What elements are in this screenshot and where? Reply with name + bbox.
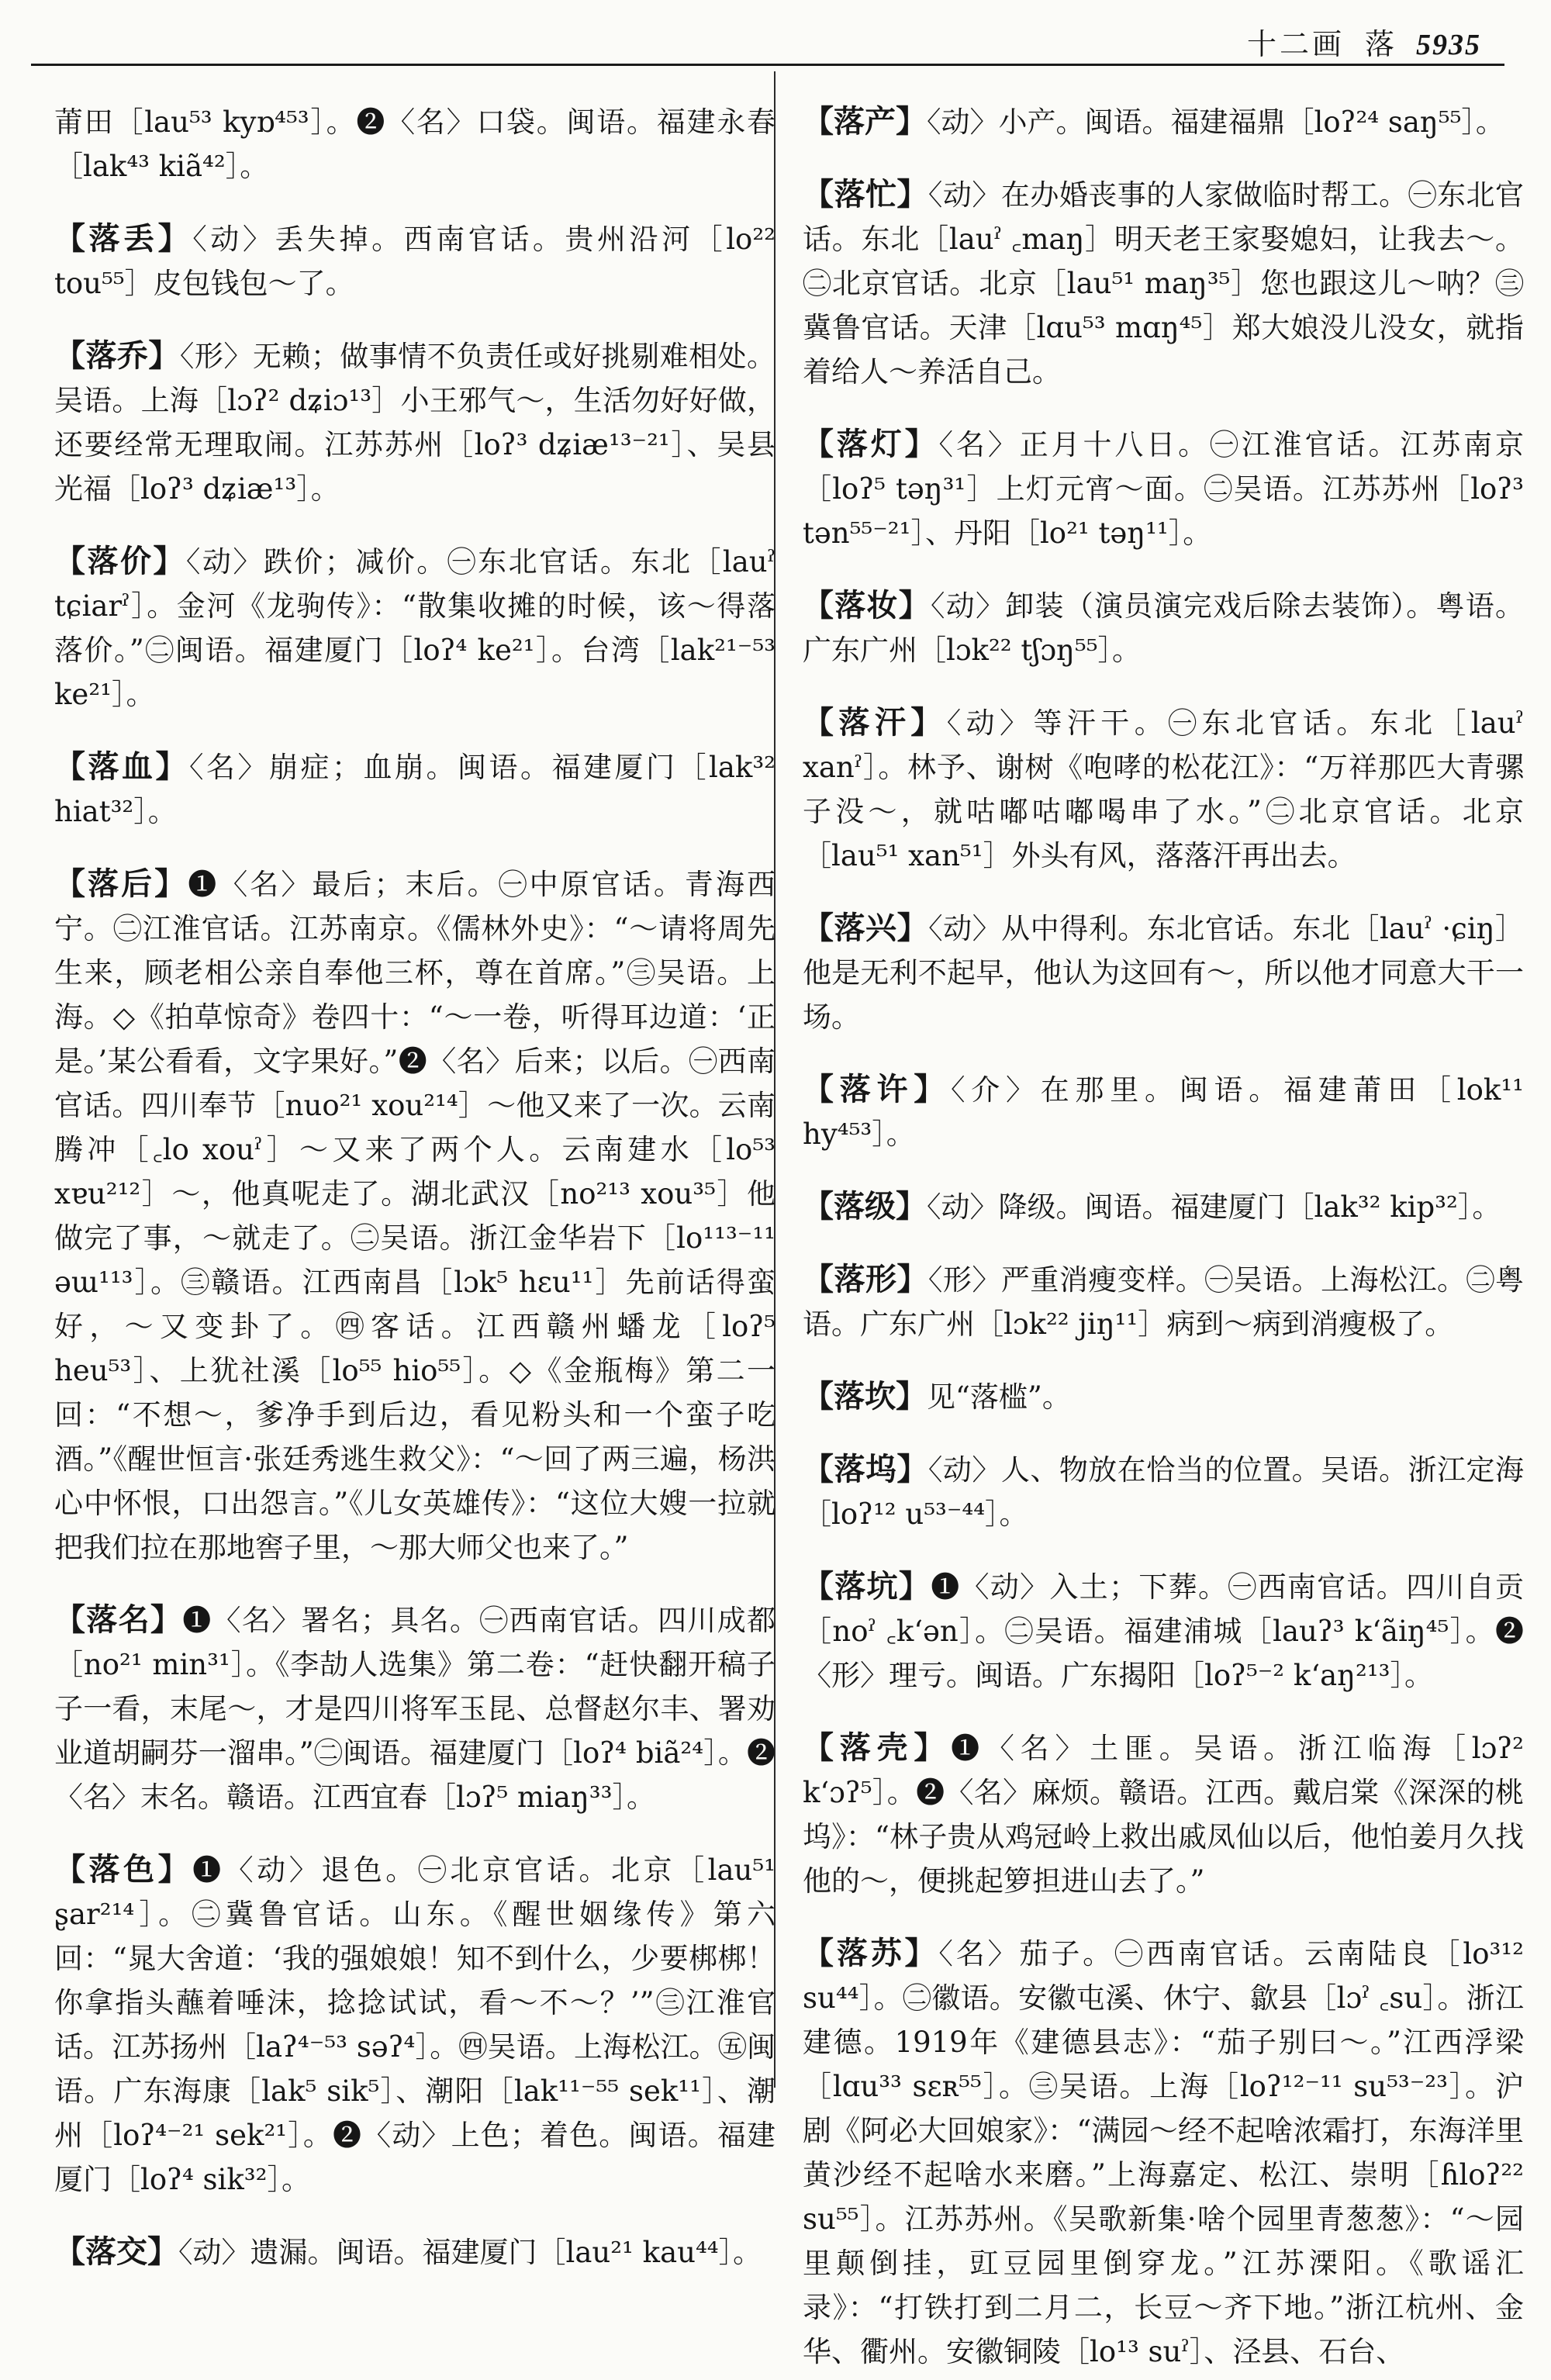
entry-text: ❶〈名〉署名；具名。㊀西南官话。四川成都［no²¹ min³¹］。《李劼人选集》第二卷：“赶快翻开稿子子一看，末尾～，才是四川将军玉昆、总督赵尔丰、署劝业道胡嗣芬一溜串。”㊁闽语。福建厦门［loʔ⁴ biã²⁴］。❷〈名〉末名。赣语。江西宜春［lɔʔ⁵ miaŋ³³］。 [54,1604,776,1814]
dictionary-entry [803,584,1524,672]
dictionary-entry [54,540,776,717]
entry-text: 〈名〉正月十八日。㊀江淮官话。江苏南京［loʔ⁵ təŋ³¹］上灯元宵～面。㊁吴语。江苏苏州［loʔ³ tən⁵⁵⁻²¹］、丹阳［lo²¹ təŋ¹¹］。 [803,428,1525,550]
entry-text: 〈名〉崩症；血崩。闽语。福建厦门［lak³² hiat³²］。 [54,751,776,828]
entry-headword: 【落苏】 [803,1936,939,1971]
entry-text: 〈动〉降级。闽语。福建厦门［lak³² kip³²］。 [927,1190,1501,1224]
header-rule [31,64,1504,66]
entry-headword: 【落汗】 [803,705,947,741]
header-character: 落 [1364,27,1397,61]
entry-headword: 【落交】 [54,2234,178,2270]
entry-text: 〈动〉等汗干。㊀东北官话。东北［lauˀ xanˀ］。林予、谢树《咆哮的松花江》：“万祥那匹大青骡子没～，就咕嘟咕嘟喝串了水。”㊁北京官话。北京［lau⁵¹ xan⁵¹］外头有风，落落汗再出去。 [803,706,1525,872]
entry-headword: 【落产】 [803,104,927,140]
entry-headword: 【落壳】 [803,1730,952,1766]
dictionary-entry [803,1726,1524,1903]
entry-headword: 【落坞】 [803,1452,928,1487]
dictionary-entry [803,1932,1524,2374]
entry-text: 〈动〉人、物放在恰当的位置。吴语。浙江定海［loʔ¹² u⁵³⁻⁴⁴］。 [803,1453,1525,1531]
entry-headword: 【落血】 [54,749,190,785]
dictionary-entry [803,1258,1524,1346]
dictionary-entry [54,100,776,188]
entry-text: ❶〈名〉最后；末后。㊀中原官话。青海西宁。㊁江淮官话。江苏南京。《儒林外史》：“～请将周先生来，顾老相公亲自奉他三杯，尊在首席。”㊂吴语。上海。◇《拍草惊奇》卷四十：“～一卷，听得耳边道：‘正是。’某公看看，文字果好。”❷〈名〉后来；以后。㊀西南官话。四川奉节［nuo²¹ xou²¹⁴］～他又来了一次。云南腾冲［꜀lo xouˀ］～又来了两个人。云南建水［lo⁵³ xɐu²¹²］～，他真呢走了。湖北武汉［no²¹³ xou³⁵］他做完了事，～就走了。㊁吴语。浙江金华岩下［lo¹¹³⁻¹¹ əɯ¹¹³］。㊂赣语。江西南昌［lɔk⁵ hɛu¹¹］先前话得蛮好，～又变卦了。㊃客话。江西赣州蟠龙［loʔ⁵ heu⁵³］、上犹社溪［lo⁵⁵ hio⁵⁵］。◇《金瓶梅》第二一回：“不想～，爹净手到后边，看见粉头和一个蛮子吃酒。”《醒世恒言·张廷秀逃生救父》：“～回了两三遍，杨洪心中怀恨，口出怨言。”《儿女英雄传》：“这位大嫂一拉就把我们拉在那地窖子里，～那大师父也来了。” [54,868,776,1564]
dictionary-entry [803,173,1524,394]
dictionary-entry [54,334,776,511]
entry-text: 〈动〉跌价；减价。㊀东北官话。东北［lauˀ tɕiarˀ］。金河《龙驹传》：“散集收摊的时候，该～得落落价。”㊁闽语。福建厦门［loʔ⁴ ke²¹］。台湾［lak²¹⁻⁵³ ke²¹］。 [54,545,776,711]
entry-headword: 【落坎】 [803,1379,927,1415]
section-label: 十二画 [1246,27,1345,61]
page-number: 5935 [1416,29,1481,61]
page-header [1247,20,1481,63]
dictionary-entry [803,907,1524,1039]
entry-headword: 【落后】 [54,866,188,902]
entry-headword: 【落坑】 [803,1569,931,1605]
dictionary-entry [54,862,776,1570]
dictionary-entry [54,1848,776,2202]
entry-headword: 【落许】 [803,1072,952,1107]
entry-headword: 【落妆】 [803,588,931,623]
dictionary-entry [54,217,776,306]
entry-headword: 【落兴】 [803,910,929,946]
entry-headword: 【落色】 [54,1852,193,1888]
dictionary-entry [803,1185,1524,1229]
dictionary-entry [54,745,776,834]
right-column [803,71,1524,2380]
entry-headword: 【落级】 [803,1189,927,1225]
dictionary-entry [803,1068,1524,1156]
entry-text: 〈形〉严重消瘦变样。㊀吴语。上海松江。㊁粤语。广东广州［lɔk²² jiŋ¹¹］病到～病到消瘦极了。 [803,1263,1525,1341]
left-column [54,71,776,2281]
entry-text: 〈名〉茄子。㊀西南官话。云南陆良［lo³¹² su⁴⁴］。㊁徽语。安徽屯溪、休宁、歙县［lɔˀ ꜀su］。浙江建德。1919年《建德县志》：“茄子别曰～。”江西浮梁［lɑu³³ sɛʀ⁵⁵］。㊂吴语。上海［loʔ¹²⁻¹¹ su⁵³⁻²³］。沪剧《阿必大回娘家》：“满园～经不起啥浓霜打，东海洋里黄沙经不起啥水来磨。”上海嘉定、松江、崇明［ɦloʔ²² su⁵⁵］。江苏苏州。《吴歌新集·啥个园里青葱葱》：“～园里颠倒挂，豇豆园里倒穿龙。”江苏溧阳。《歌谣汇录》：“打铁打到二月二，长豆～齐下地。”浙江杭州、金华、衢州。安徽铜陵［lo¹³ suˀ］、泾县、石台、 [803,1937,1525,2368]
dictionary-entry [54,2230,776,2275]
entry-headword: 【落丢】 [54,221,193,257]
entry-text: 〈动〉丢失掉。西南官话。贵州沿河［lo²² tou⁵⁵］皮包钱包～了。 [54,223,776,300]
dictionary-entry [803,1375,1524,1419]
entry-text: 〈动〉卸装（演员演完戏后除去装饰）。粤语。广东广州［lɔk²² tʃɔŋ⁵⁵］。 [803,589,1524,667]
entry-text: 〈动〉遗漏。闽语。福建厦门［lau²¹ kau⁴⁴］。 [178,2236,762,2269]
entry-headword: 【落价】 [54,544,186,579]
entry-text: ❶〈名〉土匪。吴语。浙江临海［lɔʔ² k‘ɔʔ⁵］。❷〈名〉麻烦。赣语。江西。戴启棠《深深的桃坞》：“林子贵从鸡冠岭上救出戚凤仙以后，他怕姜月久找他的～，便挑起箩担进山去了。” [803,1732,1524,1898]
entry-headword: 【落灯】 [803,427,939,462]
entry-text: 〈动〉在办婚丧事的人家做临时帮工。㊀东北官话。东北［lauˀ ꜀maŋ］明天老王家娶媳妇，让我去～。㊁北京官话。北京［lau⁵¹ maŋ³⁵］您也跟这儿～呐？㊂冀鲁官话。天津［lɑu⁵³ mɑŋ⁴⁵］郑大娘没儿没女，就指着给人～养活自己。 [803,178,1525,389]
dictionary-entry [803,701,1524,878]
entry-headword: 【落乔】 [54,338,180,374]
dictionary-entry [54,1598,776,1819]
entry-text: 〈动〉从中得利。东北官话。东北［lauˀ ·ɕiŋ］他是无利不起早，他认为这回有～，所以他才同意大干一场。 [803,912,1525,1034]
entry-headword: 【落名】 [54,1602,183,1638]
dictionary-entry [803,100,1524,144]
entry-headword: 【落形】 [803,1262,928,1297]
entry-headword: 【落忙】 [803,177,928,212]
entry-text: ❶〈动〉退色。㊀北京官话。北京［lau⁵¹ ʂar²¹⁴］。㊁冀鲁官话。山东。《醒世姻缘传》第六回：“晁大舍道：‘我的强娘娘！知不到什么，少要梆梆！你拿指头蘸着唾沫，捻捻试试，看～不～？’”㊂江淮官话。江苏扬州［laʔ⁴⁻⁵³ səʔ⁴］。㊃吴语。上海松江。㊄闽语。广东海康［lak⁵ sik⁵］、潮阳［lak¹¹⁻⁵⁵ sek¹¹］、潮州［loʔ⁴⁻²¹ sek²¹］。❷〈动〉上色；着色。闽语。福建厦门［loʔ⁴ sik³²］。 [54,1853,776,2196]
dictionary-entry [803,1448,1524,1536]
dictionary-entry [803,1565,1524,1698]
entry-text: 〈介〉在那里。闽语。福建莆田［lok¹¹ hy⁴⁵³］。 [803,1073,1524,1151]
entry-text: ❶〈动〉入土；下葬。㊀西南官话。四川自贡［noˀ ꜀k‘ən］。㊁吴语。福建浦城［lauʔ³ k‘ãiŋ⁴⁵］。❷〈形〉理亏。闽语。广东揭阳［loʔ⁵⁻² k‘aŋ²¹³］。 [803,1570,1525,1692]
entry-text: 见“落槛”。 [927,1380,1071,1414]
entry-text: 莆田［lau⁵³ kyɒ⁴⁵³］。❷〈名〉口袋。闽语。福建永春［lak⁴³ kiã⁴²］。 [54,105,776,183]
entry-text: 〈形〉无赖；做事情不负责任或好挑剔难相处。吴语。上海［lɔʔ² dʑiɔ¹³］小王邪气～，生活勿好好做，还要经常无理取闹。江苏苏州［loʔ³ dʑiæ¹³⁻²¹］、吴县光福［loʔ³ dʑiæ¹³］。 [54,340,776,506]
entry-text: 〈动〉小产。闽语。福建福鼎［loʔ²⁴ saŋ⁵⁵］。 [927,105,1504,139]
dictionary-entry [803,423,1524,555]
